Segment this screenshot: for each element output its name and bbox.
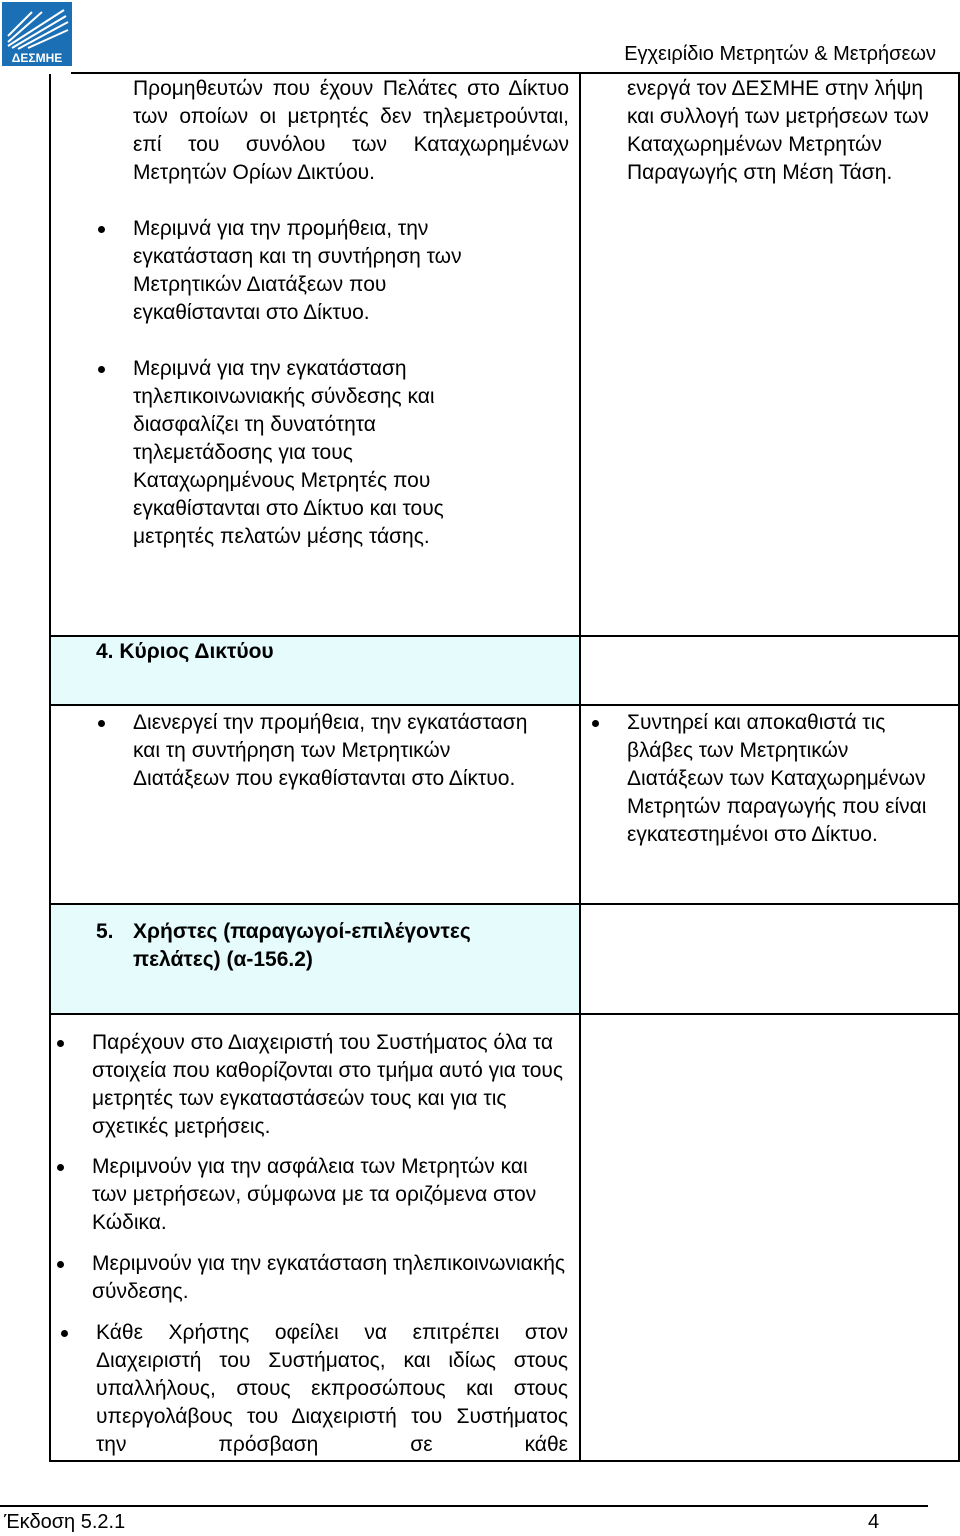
continued-paragraph: Προμηθευτών που έχουν Πελάτες στο Δίκτυο των οποίων οι μετρητές δεν τηλεμετρούνται, επί του συνόλου των Καταχωρημένων Μετρητών Ορίων Δικτύου. — [133, 77, 569, 184]
document-title: Εγχειρίδιο Μετρητών & Μετρήσεων — [624, 43, 936, 65]
list-item: Διενεργεί την προμήθεια, την εγκατάσταση και τη συντήρηση των Μετρητικών Διατάξεων που εγκαθίστανται στο Δίκτυο. — [133, 709, 533, 793]
page-number: 4 — [868, 1511, 880, 1533]
table-row-divider — [49, 704, 960, 706]
header-divider — [71, 72, 960, 74]
table-row-divider — [49, 903, 960, 905]
section-5-heading — [133, 918, 573, 974]
section-5-heading-number: 5. — [96, 920, 114, 943]
edition-label: Έκδοση 5.2.1 — [4, 1511, 126, 1533]
left-cell-top — [133, 75, 569, 551]
right-cell-top — [627, 75, 947, 187]
section-4-heading: 4. Κύριος Δικτύου — [96, 640, 274, 663]
section-4-left-cell — [133, 709, 533, 793]
table-row-divider — [49, 1013, 960, 1015]
list-item: Μεριμνούν για την ασφάλεια των Μετρητών και των μετρήσεων, σύμφωνα με τα οριζόμενα στον Κώδικα. — [92, 1153, 568, 1237]
list-item: Μεριμνά για την εγκατάσταση τηλεπικοινωνιακής σύνδεσης και διασφαλίζει τη δυνατότητα τηλεμετάδοσης για τους Καταχωρημένους Μετρητές που εγκαθίστανται στο Δίκτυο και τους μετρητές πελατών μέσης τάσης. — [133, 355, 518, 551]
list-item: Κάθε Χρήστης οφείλει να επιτρέπει στον Διαχειριστή του Συστήματος, και ιδίως στους υπαλλήλους, στους εκπροσώπους και στους υπεργολάβους του Διαχειριστή του Συστήματος την πρόσβαση σε κάθε — [96, 1319, 568, 1459]
table-column-divider — [579, 74, 581, 1462]
table-border-bottom — [49, 1460, 960, 1462]
list-item: Μεριμνά για την προμήθεια, την εγκατάσταση και τη συντήρηση των Μετρητικών Διατάξεων που εγκαθίστανται στο Δίκτυο. — [133, 215, 518, 327]
footer-divider — [0, 1505, 928, 1507]
continued-paragraph: ενεργά τον ΔΕΣΜΗΕ στην λήψη και συλλογή των μετρήσεων των Καταχωρημένων Μετρητών Παραγωγής στη Μέση Τάση. — [627, 77, 929, 184]
section-5-left-cell — [92, 1029, 568, 1459]
table-row-divider — [49, 635, 960, 637]
list-item: Συντηρεί και αποκαθιστά τις βλάβες των Μετρητικών Διατάξεων των Καταχωρημένων Μετρητών παραγωγής που είναι εγκατεστημένοι στο Δίκτυο. — [627, 709, 937, 849]
desmie-logo — [2, 2, 72, 66]
section-5-heading-line: Χρήστες (παραγωγοί-επιλέγοντες — [133, 920, 471, 943]
section-5-heading-line: πελάτες) (α-156.2) — [133, 948, 313, 971]
table-border-left — [49, 74, 51, 1462]
logo-text: ΔΕΣΜΗΕ — [11, 51, 63, 65]
section-4-right-cell — [627, 709, 937, 849]
list-item: Μεριμνούν για την εγκατάσταση τηλεπικοινωνιακής σύνδεσης. — [92, 1250, 568, 1306]
list-item: Παρέχουν στο Διαχειριστή του Συστήματος όλα τα στοιχεία που καθορίζονται στο τμήμα αυτό για τους μετρητές των εγκαταστάσεών τους και για τις σχετικές μετρήσεις. — [92, 1029, 568, 1141]
